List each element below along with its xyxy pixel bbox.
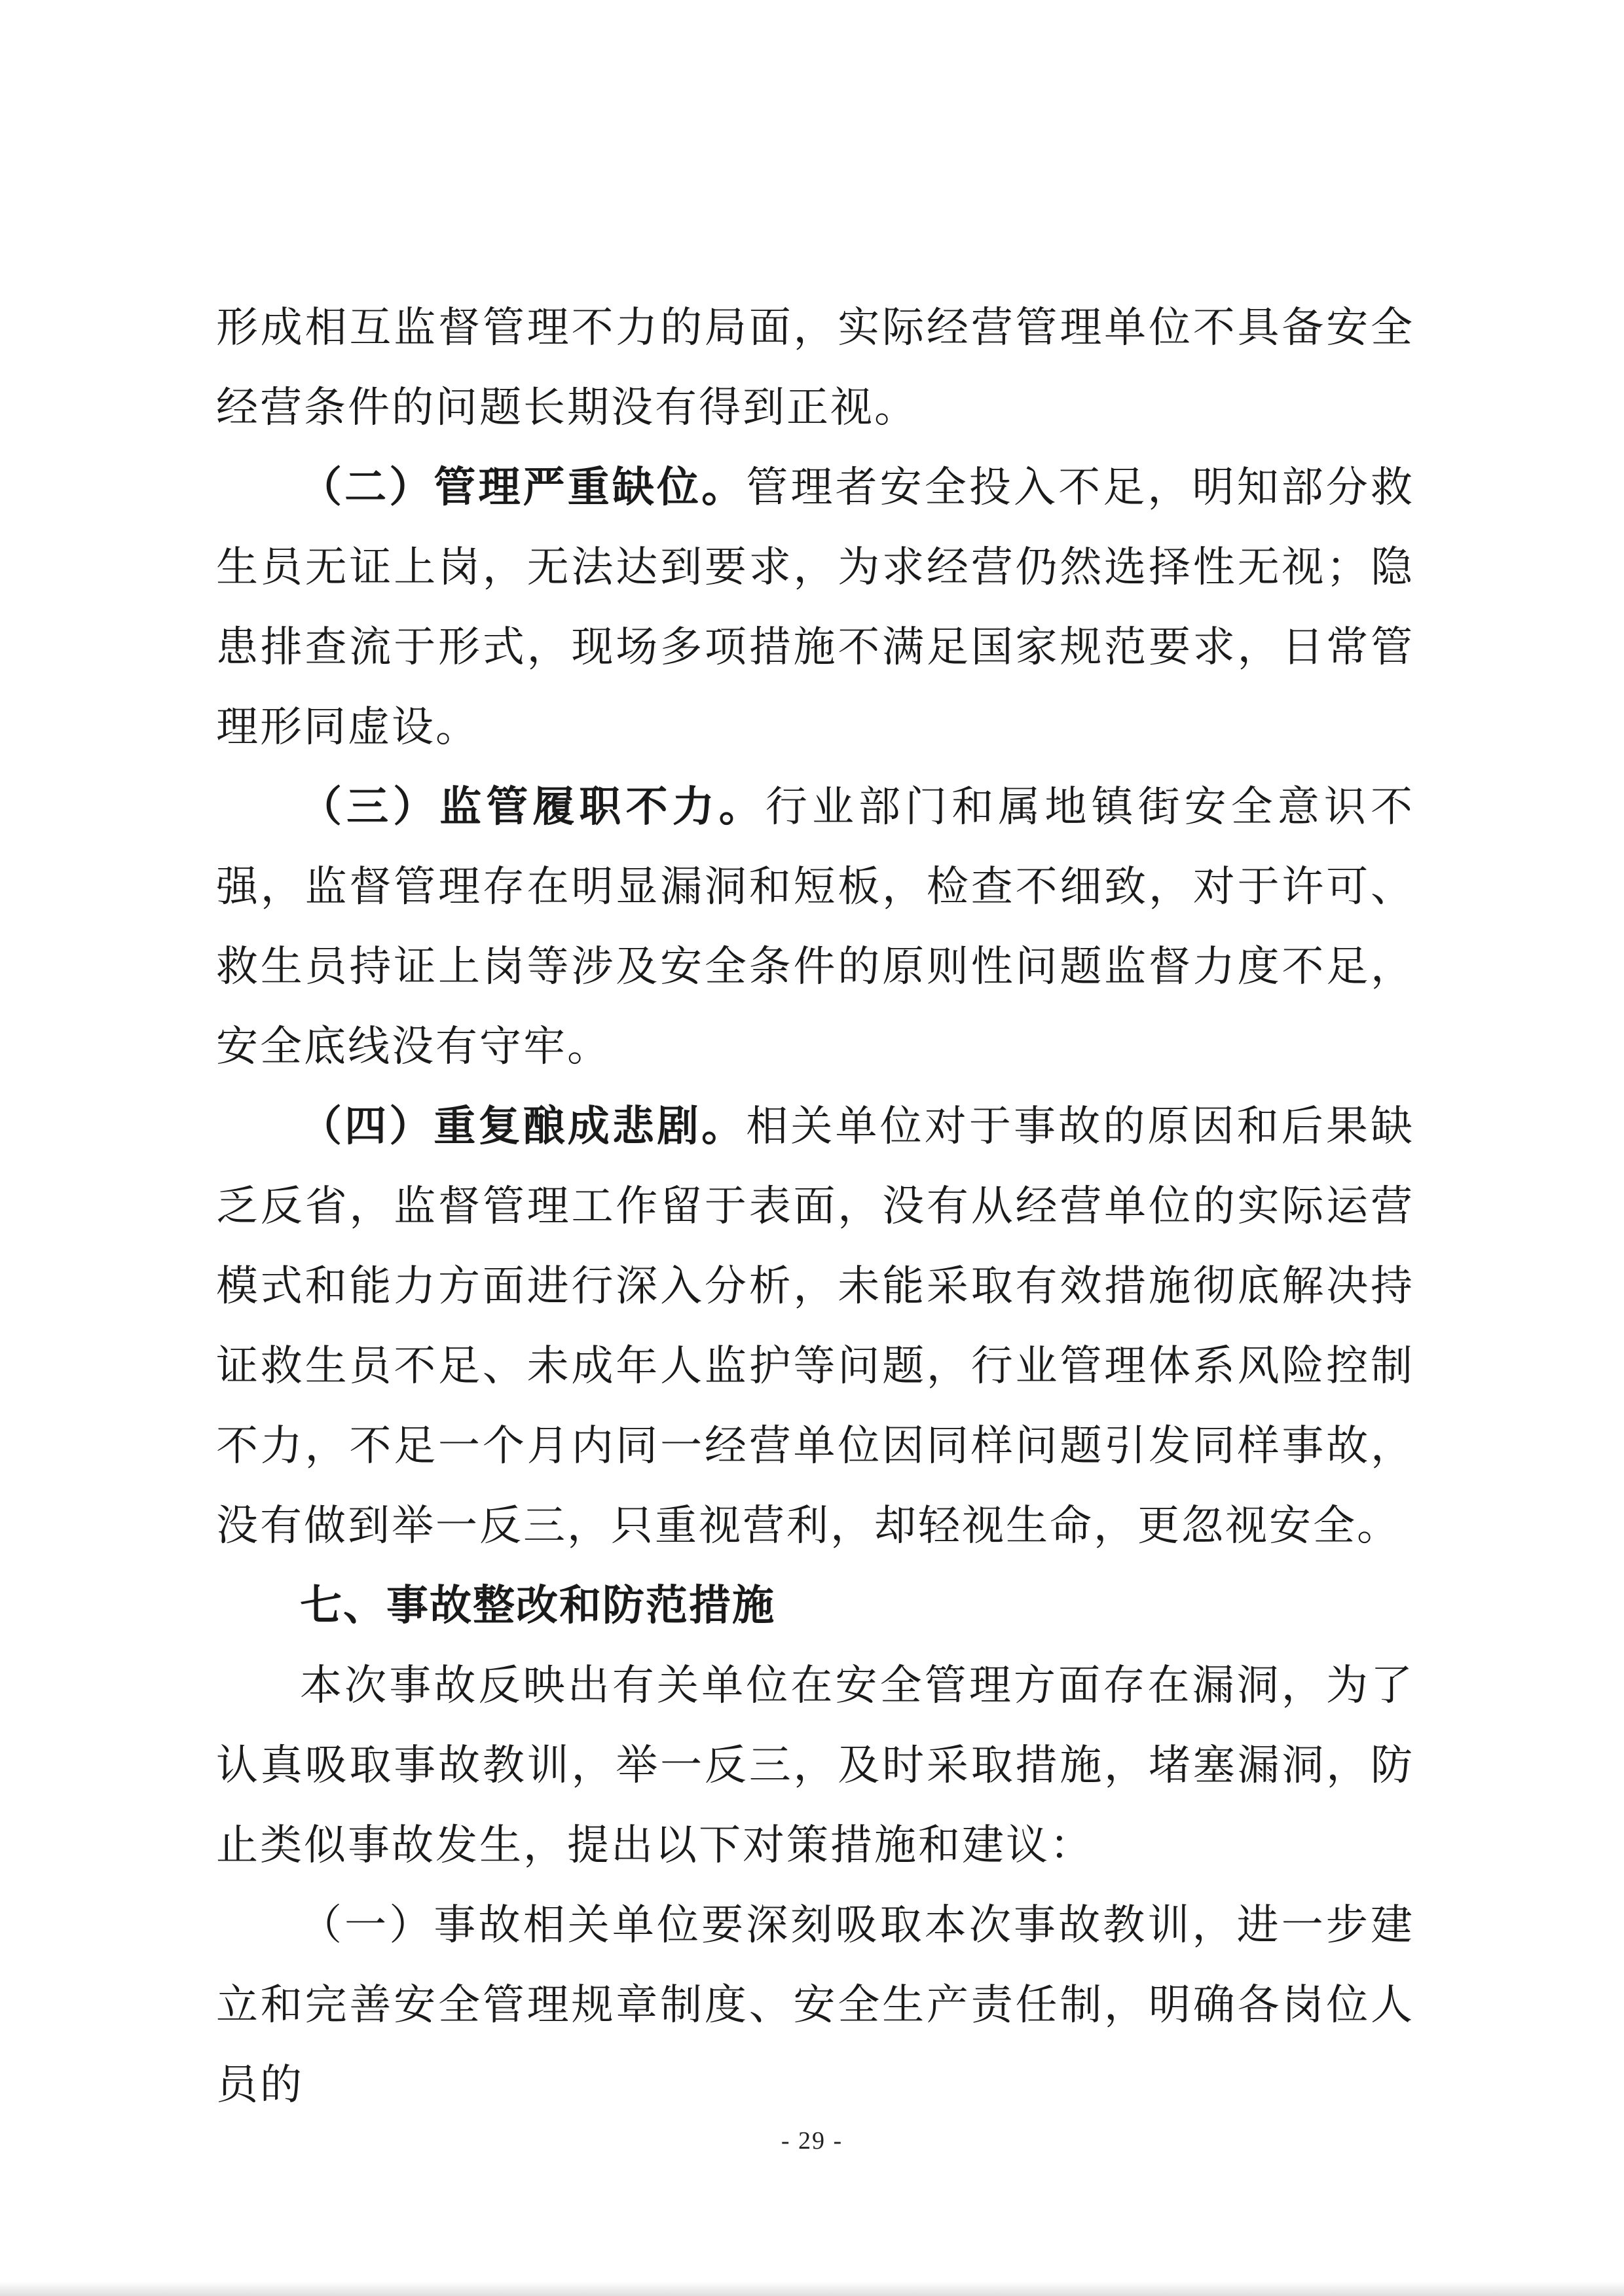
page-number: - 29 - — [781, 2127, 843, 2155]
paragraph-text: 行业部门和属地镇街安全意识不强，监督管理存在明显漏洞和短板，检查不细致，对于许可、救生员持证上岗等涉及安全条件的原则性问题监督力度不足，安全底线没有守牢。 — [216, 783, 1415, 1071]
paragraph-text: 形成相互监督管理不力的局面，实际经营管理单位不具备安全经营条件的问题长期没有得到正视。 — [216, 304, 1414, 432]
paragraph-lead: （二）管理严重缺位。 — [300, 463, 747, 512]
measure-item-1: （一）事故相关单位要深刻吸取本次事故教训，进一步建立和完善安全管理规章制度、安全生产责任制，明确各岗位人员的 — [216, 1901, 1414, 2109]
paragraph-lead: （三）监管履职不力。 — [300, 782, 766, 831]
paragraph-repeated-tragedy — [216, 1087, 1414, 1566]
paragraph-text: 相关单位对于事故的原因和后果缺乏反省，监督管理工作留于表面，没有从经营单位的实际运营模式和能力方面进行深入分析，未能采取有效措施彻底解决持证救生员不足、未成年人监护等问题，行业管理体系风险控制不力，不足一个月内同一经营单位因同样问题引发同样事故，没有做到举一反三，只重视营利，却轻视生命，更忽视安全。 — [216, 1102, 1414, 1550]
paragraph-lead: （四）重复酿成悲剧。 — [300, 1102, 747, 1151]
section-intro: 本次事故反映出有关单位在安全管理方面存在漏洞，为了认真吸取事故教训，举一反三，及时采取措施，堵塞漏洞，防止类似事故发生，提出以下对策措施和建议： — [216, 1662, 1414, 1870]
section-heading: 七、事故整改和防范措施 — [300, 1582, 775, 1630]
paragraph-continuation — [216, 288, 1414, 448]
paragraph-text: 管理者安全投入不足，明知部分救生员无证上岗，无法达到要求，为求经营仍然选择性无视；隐患排查流于形式，现场多项措施不满足国家规范要求，日常管理形同虚设。 — [216, 464, 1414, 752]
scan-edge-shadow — [0, 2282, 1624, 2296]
document-body — [216, 288, 1414, 2125]
paragraph-management-absence — [216, 448, 1414, 767]
paragraph-supervision-failure — [216, 767, 1414, 1087]
